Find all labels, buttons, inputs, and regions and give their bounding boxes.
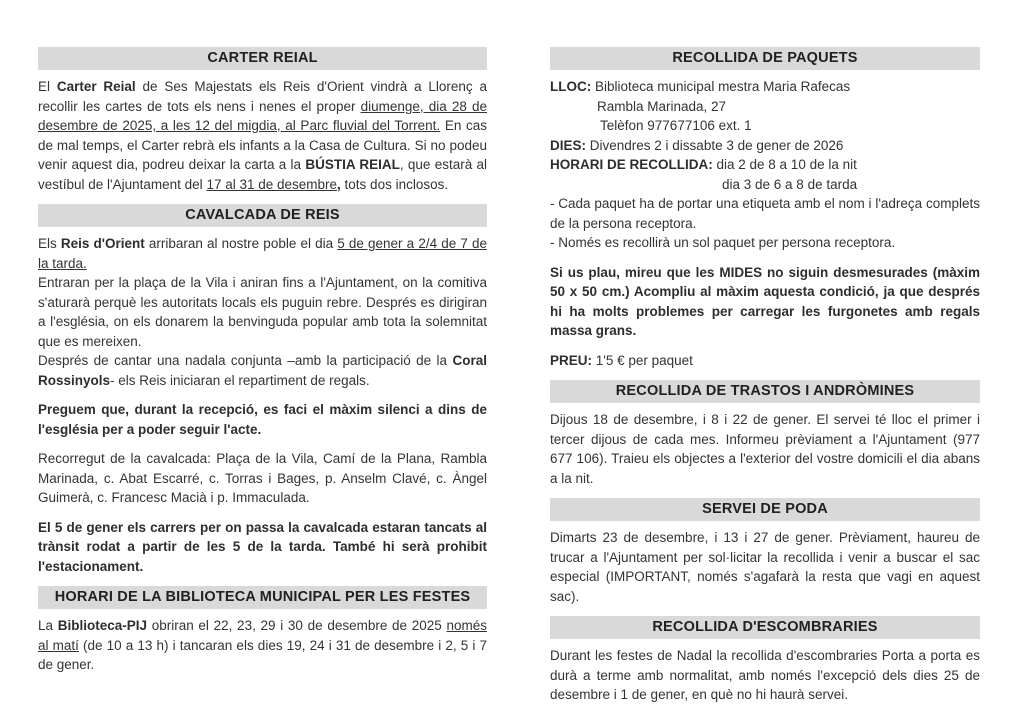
paragraph (38, 518, 487, 577)
section-recollida-paquets (550, 47, 980, 370)
text-run: Recorregut de la cavalcada: Plaça de la Vila, Camí de la Plana, Rambla Marinada, c. Abat Escarré, c. Torras i Bages, p. Anselm Clavé, c. Àngel Guimerà, c. Francesc Macià i p. Immaculada. (38, 451, 487, 505)
column-right (550, 47, 980, 715)
text-run: Telèfon 977677106 ext. 1 (600, 118, 752, 133)
paragraph (550, 233, 980, 253)
section-carter-reial (38, 47, 487, 194)
section-title-bar: RECOLLIDA DE TRASTOS I ANDRÒMINES (550, 380, 980, 403)
bold-text: Reis d'Orient (60, 236, 145, 251)
text-run: Rambla Marinada, 27 (597, 98, 727, 114)
text-run: Dijous 18 de desembre, i 8 i 22 de gener. El servei té lloc el primer i tercer dijous de cada mes. Informeu prèviament a l'Ajuntament (977 677 106). Traieu els objectes a l'exterior del vostre domicili el dia abans a la nit. (550, 412, 980, 486)
paragraph (550, 410, 980, 488)
paragraph (550, 116, 980, 136)
paragraph (550, 646, 980, 705)
bold-text: HORARI DE RECOLLIDA: (550, 157, 713, 172)
text-run: tots dos inclosos. (340, 176, 449, 192)
text-run: de Ses Majestats els Reis d'Orient vindrà a Llorenç a recollir les cartes de tots els nens i nenes el proper (38, 79, 488, 114)
text-run: Durant les festes de Nadal la recollida d'escombraries Porta a porta es durà a terme amb normalitat, amb només l'excepció dels dies 25 de desembre i 1 de gener, en què no hi haurà servei. (550, 648, 980, 702)
text-run: arribaran al nostre poble el dia (144, 236, 338, 251)
text-run: En cas de mal temps, el Carter rebrà els infants a la Casa de Cultura. Si no podeu venir aquest dia, podreu deixar la carta a la (38, 118, 487, 172)
bold-text: LLOC: (550, 79, 592, 94)
text-run: Preguem que, durant la recepció, es faci el màxim silenci a dins de l'església per a poder seguir l'acte. (38, 402, 487, 437)
paragraph (38, 77, 487, 194)
section-title-bar: CAVALCADA DE REIS (38, 204, 487, 227)
underlined-text: 5 de gener a 2/4 de 7 de la tarda. (38, 236, 487, 271)
bold-underlined-text: , (337, 176, 341, 192)
paragraph (550, 77, 980, 97)
paragraph (550, 263, 980, 341)
bold-text: Coral Rossinyols (38, 353, 487, 388)
bold-text: DIES: (550, 137, 587, 153)
section-cavalcada-de-reis (38, 204, 487, 576)
text-run: - els Reis iniciaran el repartiment de regals. (110, 372, 370, 388)
underlined-text: només al matí (38, 618, 487, 653)
paragraph (550, 136, 980, 156)
bold-text: PREU: (550, 352, 593, 368)
text-run: dia 2 de 8 a 10 de la nit (712, 157, 857, 172)
text-run: Divendres 2 i dissabte 3 de gener de 2026 (586, 137, 844, 153)
bold-text: Carter Reial (56, 79, 136, 94)
text-run: Si us plau, mireu que les MIDES no siguin desmesurades (màxim 50 x 50 cm.) Acompliu al màxim aquesta condició, ja que després hi ha molts problemes per carregar les furgonetes amb regals massa grans. (550, 264, 980, 338)
bold-text: Biblioteca-PIJ (57, 618, 147, 633)
text-run: El 5 de gener els carrers per on passa la cavalcada estaran tancats al trànsit rodat a partir de les 5 de la tarda. També hi serà prohibit l'estacionament. (38, 519, 487, 574)
column-left (38, 47, 487, 685)
text-run: 1'5 € per paquet (592, 352, 693, 368)
text-run: Després de cantar una nadala conjunta –amb la participació de la (38, 353, 453, 368)
underlined-text: diumenge, dia 28 de desembre de 2025, a les 12 del migdia, al Parc fluvial del Torrent. (38, 98, 488, 133)
text-run: - Només es recollirà un sol paquet per persona receptora. (550, 235, 896, 250)
section-horari-biblioteca (38, 586, 487, 675)
section-recollida-trastos (550, 380, 980, 488)
text-run: (de 10 a 13 h) i tancaran els dies 19, 24 i 31 de desembre i 2, 5 i 7 de gener. (38, 637, 488, 672)
text-run: Dimarts 23 de desembre, i 13 i 27 de gener. Prèviament, haureu de trucar a l'Ajuntament per sol·licitar la recollida i venir a buscar el sac especial (IMPORTANT, només s'agafarà la resta que vagi en aquest sac). (550, 530, 980, 604)
bold-text: BÚSTIA REIAL (305, 157, 400, 172)
text-run: , que estarà al vestíbul de l'Ajuntament del (38, 157, 487, 192)
underlined-text: 17 al 31 de desembre (206, 176, 338, 192)
paragraph (550, 155, 980, 175)
text-run: - Cada paquet ha de portar una etiqueta amb el nom i l'adreça complets de la persona receptora. (550, 196, 980, 231)
paragraph (38, 449, 487, 508)
paragraph (550, 175, 980, 195)
paragraph (38, 616, 487, 675)
paragraph (550, 351, 980, 371)
columns-container (38, 47, 980, 715)
text-run: Biblioteca municipal mestra Maria Rafecas (591, 79, 851, 94)
paragraph (550, 97, 980, 117)
paragraph (38, 400, 487, 439)
text-run: Entraran per la plaça de la Vila i aniran fins a l'Ajuntament, on la comitiva s'aturarà perquè les autoritats locals els puguin rebre. Després es dirigiran a l'església, on els donarem la benvinguda popular amb tota la solemnitat que es mereixen. (38, 275, 487, 349)
section-title-bar: RECOLLIDA D'ESCOMBRARIES (550, 616, 980, 639)
section-recollida-escombraries (550, 616, 980, 705)
section-title-bar: CARTER REIAL (38, 47, 487, 70)
text-run: La (38, 618, 58, 633)
paragraph (550, 528, 980, 606)
text-run: dia 3 de 6 a 8 de tarda (722, 176, 858, 192)
section-title-bar: RECOLLIDA DE PAQUETS (550, 47, 980, 70)
text-run: Els (38, 236, 61, 251)
section-title-bar: SERVEI DE PODA (550, 498, 980, 521)
paragraph (550, 194, 980, 233)
section-title-bar: HORARI DE LA BIBLIOTECA MUNICIPAL PER LES FESTES (38, 586, 487, 609)
text-run: obriran el 22, 23, 29 i 30 de desembre de 2025 (147, 618, 447, 633)
text-run: El (38, 79, 57, 94)
section-servei-poda (550, 498, 980, 606)
paragraph (38, 234, 487, 390)
